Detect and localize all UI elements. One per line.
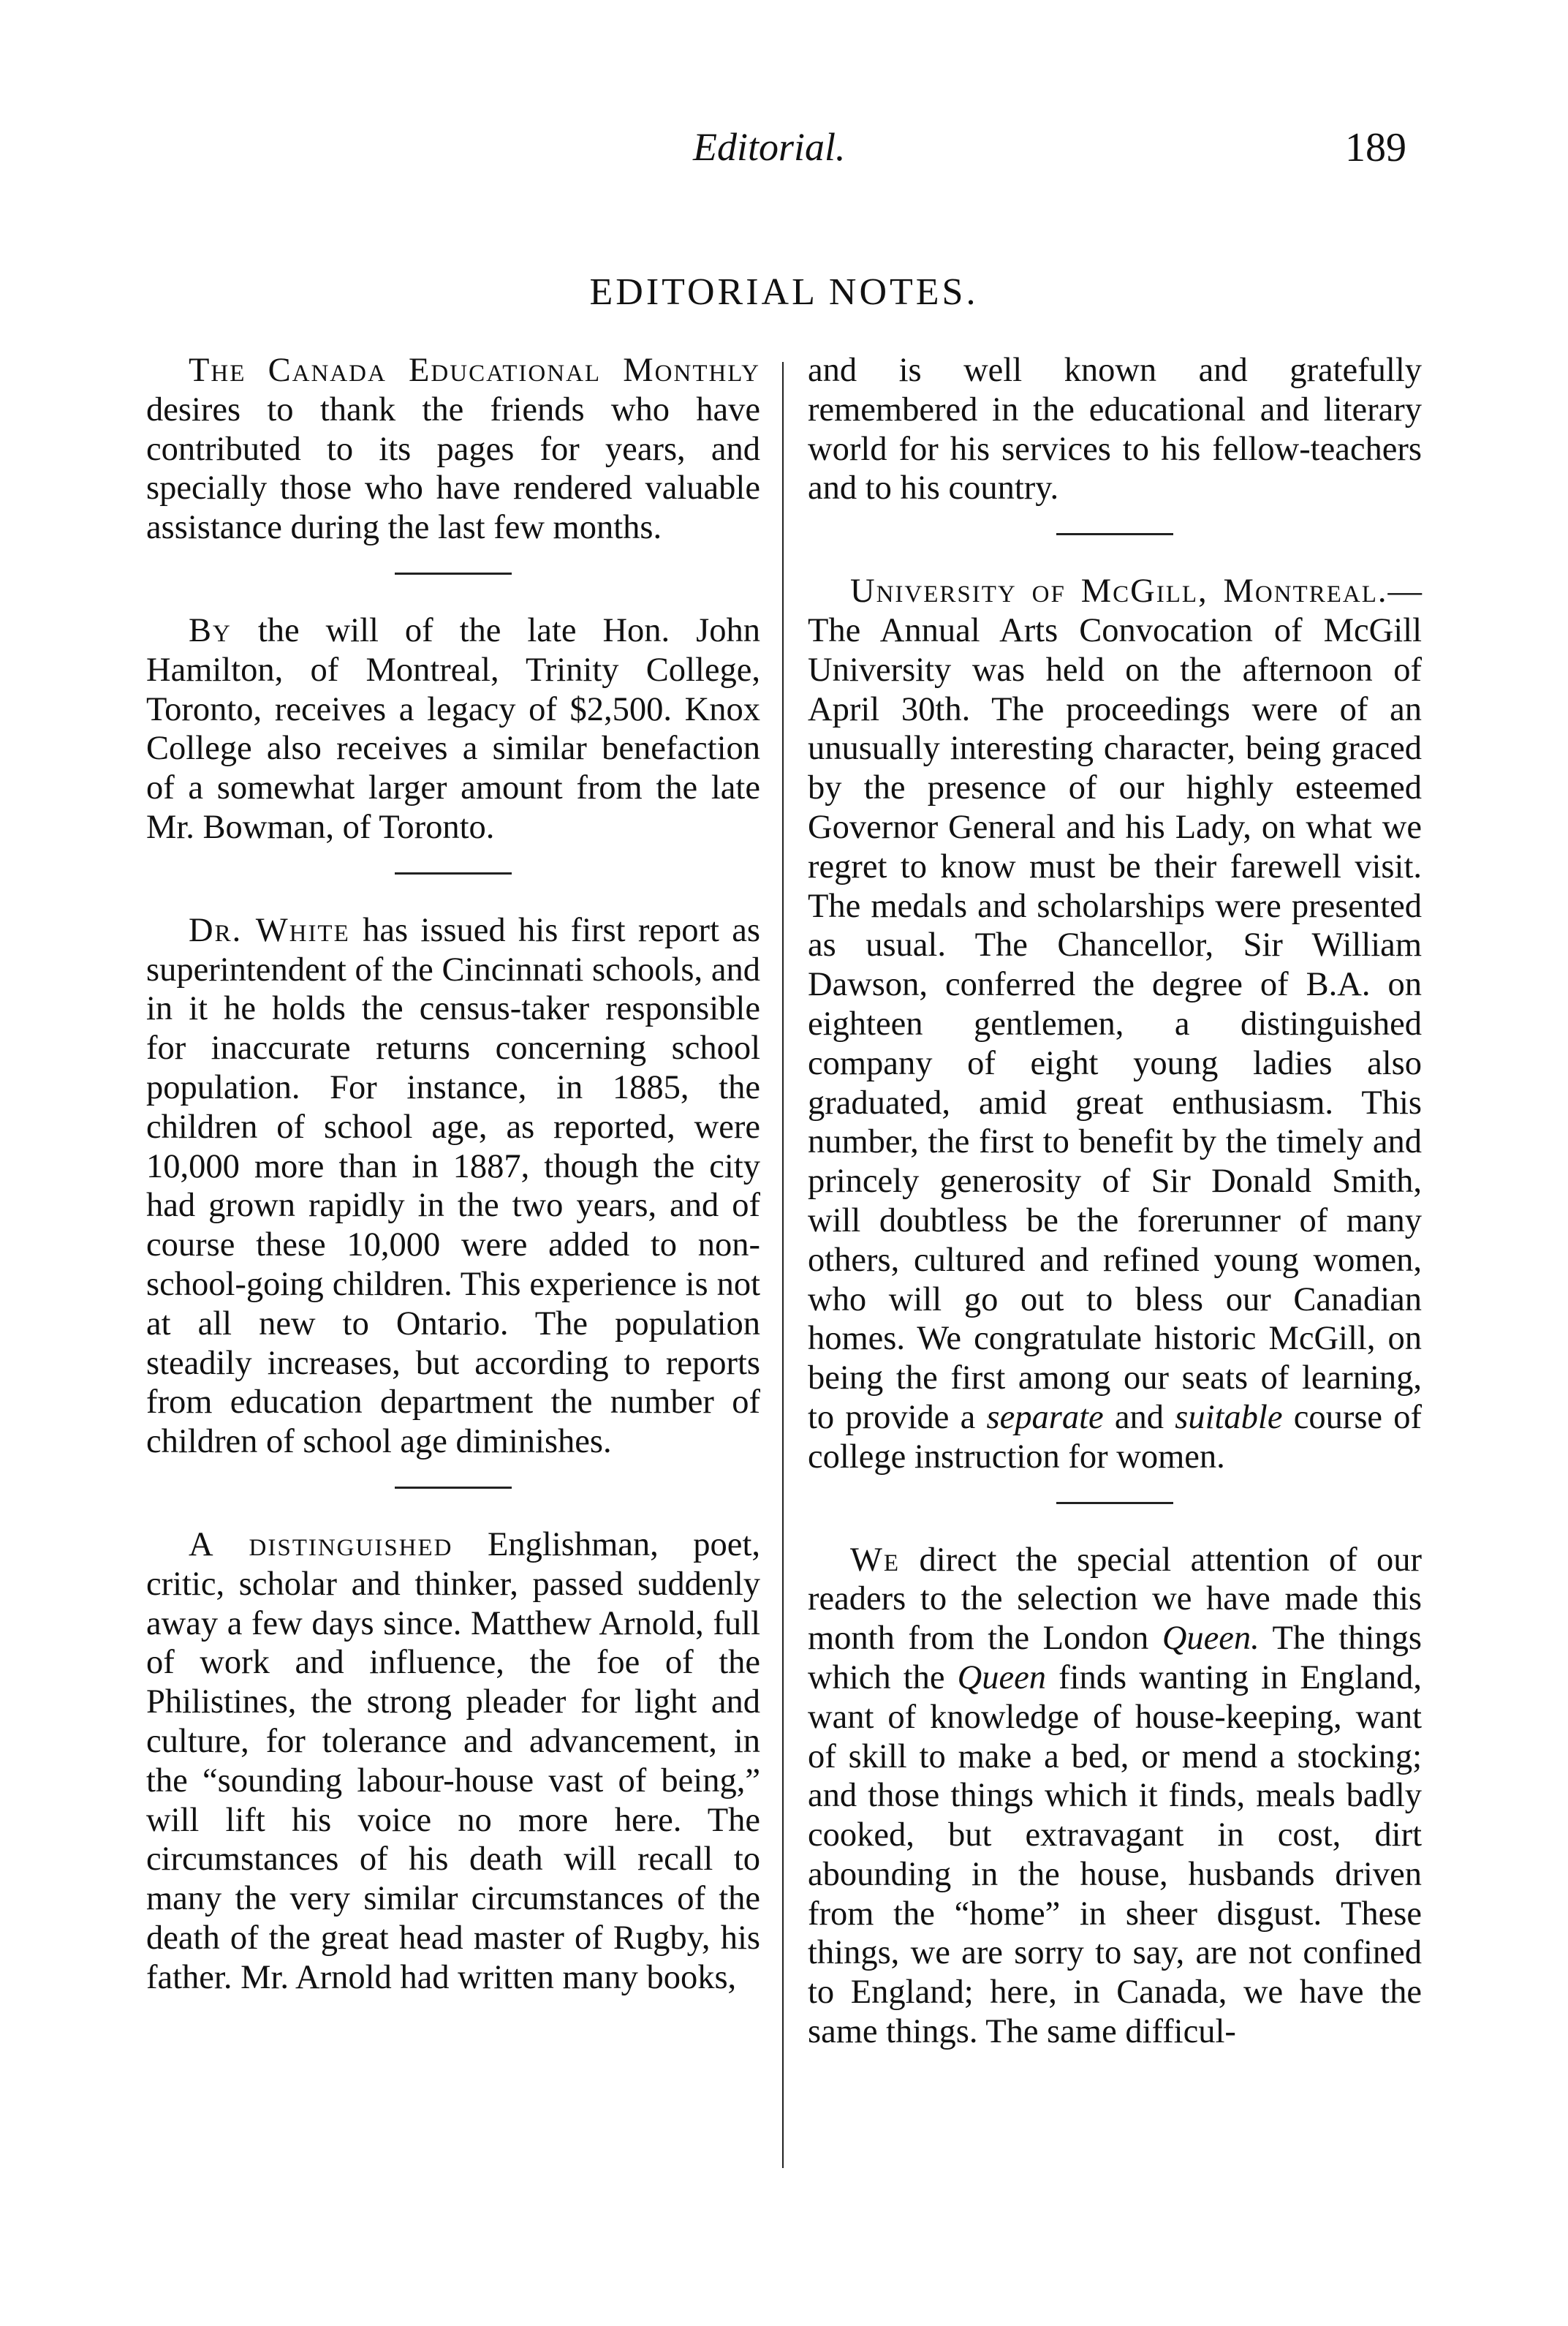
section-divider [1056,533,1173,535]
paragraph-text: —The Annual Arts Convocation of McGill University was held on the afternoon of April 30th. The proceedings were of an unusually interesting character, being graced by the presence of our highly esteemed Governor General and his Lady, on what we regret to know must be their farewell visit. The medals and scholarships were presented as usual. The Chancellor, Sir William Dawson, conferred the degree of B.A. on eighteen gentlemen, a distinguished company of eight young ladies also graduated, amid great enthusiasm. This number, the first to benefit by the timely and princely generosity of Sir Donald Smith, will doubtless be the forerunner of many others, cultured and refined young women, who will go out to bless our Canadian homes. We congratulate historic McGill, on being the first among our seats of learning, to provide a [808,573,1422,1436]
paragraph-text: the will of the late Hon. John Hamilton, of Montreal, Trinity College, Toronto, receives a legacy of $2,500. Knox College also receives a similar benefaction of a somewhat larger amount from the late Mr. Bowman, of Toronto. [146,611,760,846]
paragraph-text: and is well known and gratefully remembered in the educational and literary world for his services to his fellow-teachers and to his country. [808,352,1422,507]
left-column [146,351,760,1997]
paragraph-text: has issued his first report as superintendent of the Cincinnati schools, and in it he holds the census-taker responsible for inaccurate returns concerning school population. For instance, in 1885, the children of school age, as reported, were 10,000 more than in 1887, though the city had grown rapidly in the two years, and of course these 10,000 were added to non-school-going children. This experience is not at all new to Ontario. The population steadily increases, but according to reports from education department the number of children of school age diminishes. [146,911,760,1461]
paragraph-thanks [146,351,760,548]
paragraph-london-queen [808,1541,1422,2052]
paragraph-hamilton-legacy [146,611,760,847]
section-divider [395,872,512,875]
paragraph-dr-white [146,911,760,1462]
paragraph-text: The things which the [808,1620,1422,1696]
emphasis-text: suitable [1175,1398,1283,1436]
paragraph-lead: University of McGill, Montreal. [850,573,1388,611]
paragraph-text: desires to thank the friends who have contributed to its pages for years, and specially those who have rendered valuable assistance during the last few months. [146,390,760,547]
paragraph-lead: The Canada Educational Monthly [189,352,760,389]
paragraph-arnold-continued [808,351,1422,508]
right-column [808,351,1422,2052]
paragraph-lead: By [189,611,232,649]
section-divider [395,573,512,575]
paragraph-matthew-arnold [146,1525,760,1998]
paragraph-text: Englishman, poet, critic, scholar and thinker, passed suddenly away a few days since. Matthew Arnold, full of work and influence, the foe of the Philistines, the strong pleader for light and culture, for tolerance and advancement, in the “sounding labour-house vast of being,” will lift his voice no more here. The circumstances of his death will recall to many the very similar circumstances of the death of the great head master of Rugby, his father. Mr. Arnold had written many books, [146,1525,760,1996]
section-title: EDITORIAL NOTES. [589,271,979,313]
paragraph-lead: We [850,1541,901,1579]
paragraph-text: and [1103,1398,1175,1436]
section-divider [1056,1502,1173,1504]
page-number: 189 [1345,125,1406,170]
paragraph-mcgill-convocation [808,572,1422,1476]
emphasis-text: Queen [957,1658,1047,1696]
section-divider [395,1487,512,1489]
paragraph-lead: Dr. White [189,911,350,949]
paragraph-text: finds wanting in England, want of knowledge of house-keeping, want of skill to make a bed, or mend a stocking; and those things which it finds, meals badly cooked, but extravagant in cost, dirt abounding in the house, husbands driven from the “home” in sheer disgust. These things, we are sorry to say, are not confined to England; here, in Canada, we have the same things. The same difficul- [808,1658,1422,2051]
emphasis-text: Queen. [1162,1620,1260,1658]
running-header [0,124,1568,175]
emphasis-text: separate [986,1398,1104,1436]
column-divider [782,362,784,2168]
paragraph-text: course of college instruction for women. [808,1398,1423,1476]
running-title: Editorial. [693,125,846,169]
paragraph-lead: A distinguished [189,1525,453,1563]
paragraph-text: direct the special attention of our readers to the selection we have made this month from the London [808,1541,1422,1658]
